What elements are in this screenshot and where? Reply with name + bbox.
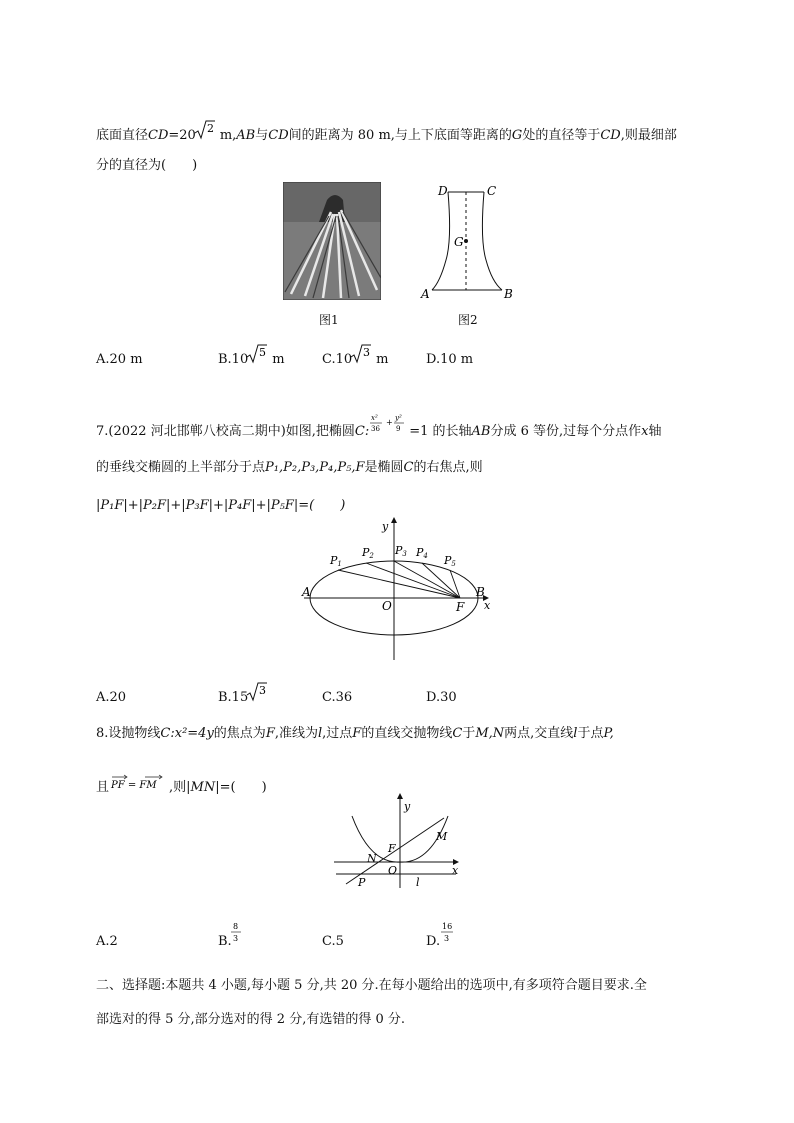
sqrt-sign-icon xyxy=(194,119,216,141)
q8-option-d[interactable] xyxy=(426,922,456,949)
svg-text:3: 3 xyxy=(363,346,371,359)
label-p5: P5 xyxy=(444,554,456,568)
label-p1: P1 xyxy=(330,554,342,568)
q8-option-a[interactable]: A.2 xyxy=(96,934,118,949)
q6-option-c-label: C.10 xyxy=(322,352,353,367)
q6-eq: =20 xyxy=(168,128,196,143)
q8-mn2: MN xyxy=(190,780,216,795)
q8-text: 8.设抛物线 xyxy=(96,726,161,741)
q7-text2: =1 的长轴 xyxy=(409,424,472,439)
q8-text8: 于点 xyxy=(577,726,604,741)
q8-option-c[interactable]: C.5 xyxy=(322,934,344,949)
q7-line3: |P₁F|+|P₂F|+|P₃F|+|P₄F|+|P₅F|=( ) xyxy=(96,498,346,513)
label-n: N xyxy=(367,852,377,865)
svg-text:3: 3 xyxy=(232,934,238,943)
q8-mn: M,N xyxy=(475,726,505,741)
q6-option-d[interactable]: D.10 m xyxy=(426,352,474,367)
label-b: B xyxy=(504,287,513,301)
q8-c2: C xyxy=(452,726,463,741)
q6-cd: CD xyxy=(148,128,169,143)
q7-text6: 是椭圆 xyxy=(364,460,404,475)
q7-ab: AB xyxy=(471,424,491,439)
q8-f2: F xyxy=(352,726,362,741)
q7-option-b-label: B.15 xyxy=(218,690,249,705)
q8-line2 xyxy=(96,776,267,795)
svg-text:9: 9 xyxy=(396,425,401,433)
q6-option-a[interactable]: A.20 m xyxy=(96,352,143,367)
q8-text7: 两点,交直线 xyxy=(504,726,574,741)
q7-c: C: xyxy=(354,424,370,439)
q6-g: G xyxy=(511,128,523,143)
q8-text9: 且 xyxy=(96,780,110,795)
q7-option-b[interactable] xyxy=(218,684,272,705)
sqrt-sign-icon xyxy=(246,343,268,365)
q7-text3: 分成 6 等份,过每个分点作 xyxy=(490,424,642,439)
q6-text4: 处的直径等于 xyxy=(522,128,601,143)
q7-points: P₁,P₂,P₃,P₄,P₅,F xyxy=(265,460,365,475)
q8-option-b[interactable] xyxy=(218,922,246,949)
label-l: l xyxy=(416,876,420,889)
fig1-caption: 图1 xyxy=(319,313,339,327)
q7-line1 xyxy=(96,414,662,439)
label-f: F xyxy=(456,600,465,614)
label-y: y xyxy=(382,520,389,533)
section2-line1: 二、选择题:本题共 4 小题,每小题 5 分,共 20 分.在每小题给出的选项中,有多项符合题目要求.全 xyxy=(96,978,647,993)
q8-text5: 的直线交抛物线 xyxy=(361,726,453,741)
q8-line1 xyxy=(96,722,614,741)
svg-text:8: 8 xyxy=(232,922,238,931)
q7-text7: 的右焦点,则 xyxy=(413,460,483,475)
q6-line2: 分的直径为( ) xyxy=(96,158,198,173)
fig2-caption: 图2 xyxy=(458,313,478,327)
q6-option-c-unit: m xyxy=(376,352,389,367)
q7-text4: 轴 xyxy=(648,424,662,439)
q6-option-b[interactable] xyxy=(218,346,285,367)
q8-l2: l xyxy=(573,726,578,741)
q8-l: l xyxy=(317,726,323,741)
svg-text:16: 16 xyxy=(442,922,453,931)
section2-line2: 部选对的得 5 分,部分选对的得 2 分,有选错的得 0 分. xyxy=(96,1012,406,1027)
label-p4: P4 xyxy=(416,546,428,560)
tower-right-curve xyxy=(482,192,502,290)
q8-option-d-label: D. xyxy=(426,934,441,949)
fraction-block xyxy=(230,921,244,947)
svg-text:+: + xyxy=(386,418,393,427)
q8-text2: 的焦点为 xyxy=(213,726,266,741)
label-o: O xyxy=(382,599,392,613)
fraction-block xyxy=(369,411,411,439)
svg-text:3: 3 xyxy=(444,934,450,943)
q6-sqrt-value: 2 xyxy=(206,122,214,135)
label-p2: P2 xyxy=(362,546,374,560)
svg-text:3: 3 xyxy=(259,684,267,697)
q8-parabola: C:x²=4y xyxy=(160,726,214,741)
svg-text:y²: y² xyxy=(395,414,402,422)
label-a: A xyxy=(302,585,311,599)
q8-text4: ,过点 xyxy=(322,726,353,741)
vector-block xyxy=(109,773,171,797)
q6-option-b-unit: m xyxy=(272,352,285,367)
ellipse-diagram xyxy=(298,514,498,662)
label-o: O xyxy=(388,864,398,877)
q7-text5: 的垂线交椭圆的上半部分于点 xyxy=(96,460,266,475)
q6-cd2: CD xyxy=(268,128,289,143)
label-a: A xyxy=(421,287,430,301)
label-p: P xyxy=(358,876,366,889)
q7-c2: C xyxy=(403,460,414,475)
label-p3: P3 xyxy=(395,544,407,558)
q8-f: F xyxy=(265,726,275,741)
q6-option-b-label: B.10 xyxy=(218,352,249,367)
q8-p: P, xyxy=(603,726,614,741)
label-d: D xyxy=(438,184,448,198)
q6-line1 xyxy=(96,124,677,143)
q6-text: 底面直径 xyxy=(96,128,149,143)
q8-option-b-label: B. xyxy=(218,934,232,949)
q7-option-a[interactable]: A.20 xyxy=(96,690,127,705)
svg-text:5: 5 xyxy=(259,346,267,359)
label-b: B xyxy=(476,585,485,599)
photo-texture xyxy=(283,182,381,300)
sqrt-sign-icon xyxy=(350,343,372,365)
tower-left-curve xyxy=(432,192,450,290)
focal-lines xyxy=(338,561,460,598)
q6-unit: m, xyxy=(219,128,237,143)
label-c: C xyxy=(487,184,497,198)
q6-cd3: CD xyxy=(600,128,621,143)
svg-text:x²: x² xyxy=(371,414,378,422)
svg-text:36: 36 xyxy=(371,425,381,433)
label-x: x xyxy=(452,864,459,877)
q8-text10: ,则| xyxy=(169,780,191,795)
label-g: G xyxy=(454,235,464,249)
q7-option-c[interactable]: C.36 xyxy=(322,690,353,705)
q6-text5: ,则最细部 xyxy=(620,128,677,143)
q7-text: 7.(2022 河北邯郸八校高二期中)如图,把椭圆 xyxy=(96,424,355,439)
q7-line2 xyxy=(96,456,483,475)
q8-text6: 于 xyxy=(462,726,476,741)
q6-ab: AB xyxy=(236,128,256,143)
q8-text3: ,准线为 xyxy=(274,726,318,741)
label-y: y xyxy=(404,800,411,813)
tower-diagram xyxy=(418,180,518,304)
svg-text:PF = FM: PF = FM xyxy=(111,780,157,791)
parabola-diagram xyxy=(330,790,466,890)
label-m: M xyxy=(436,830,448,843)
q6-option-c[interactable] xyxy=(322,346,389,367)
q7-option-d[interactable]: D.30 xyxy=(426,690,457,705)
q7-x: x xyxy=(641,424,649,439)
q6-text2: 与 xyxy=(255,128,269,143)
fraction-block xyxy=(440,921,456,947)
label-x: x xyxy=(484,599,491,612)
q8-text11: |=( ) xyxy=(215,780,267,795)
q6-text3: 间的距离为 80 m,与上下底面等距离的 xyxy=(288,128,512,143)
cooling-tower-photo xyxy=(283,182,381,300)
label-f: F xyxy=(388,842,396,855)
point-g xyxy=(464,239,468,243)
sqrt-sign-icon xyxy=(246,681,268,703)
